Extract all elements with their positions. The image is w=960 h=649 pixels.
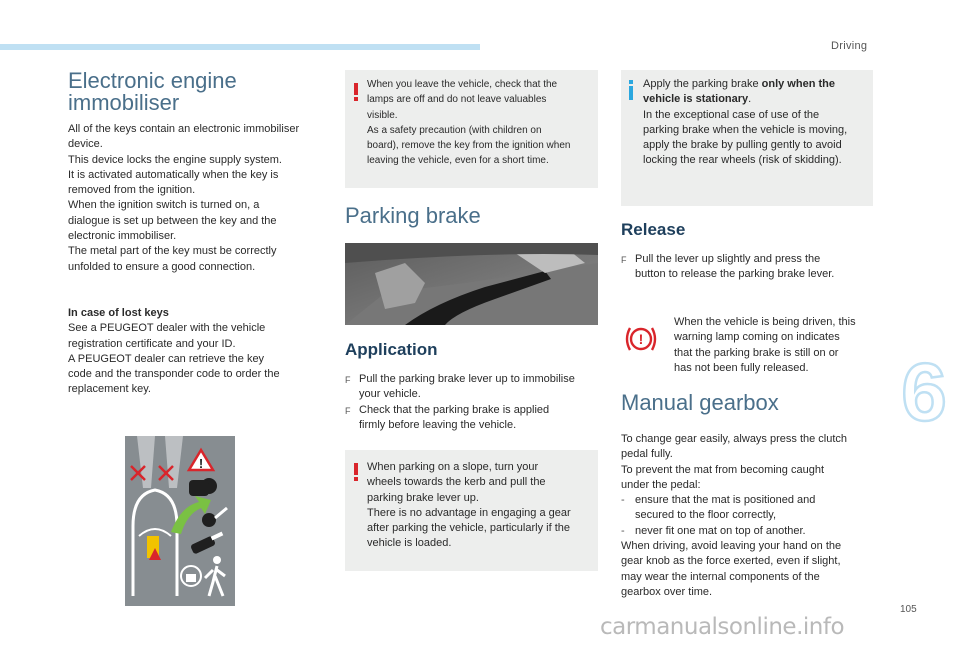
release-step: F Pull the lever up slightly and press the button to release the parking brake lever. <box>621 253 835 281</box>
application-title: Application <box>345 340 438 359</box>
brake-lamp-description: When the vehicle is being driven, this warning lamp coming on indicates that the parking brake is still on or has not been fully released. <box>674 316 856 374</box>
pedestrian-icon <box>213 556 221 564</box>
slope-warning-box <box>345 450 598 571</box>
parking-brake-title: Parking brake <box>345 203 481 228</box>
release-title: Release <box>621 220 686 239</box>
exclamation-warning-icon <box>353 463 359 481</box>
parking-brake-info-box <box>621 70 873 206</box>
manual-gearbox-body: To change gear easily, always press the clutch pedal fully. To prevent the mat from becoming caught under the pedal: - ensure that the mat is positioned and secured to the floor correctly, - never fit one mat on top of another. When driving, avoid leaving your hand on the gear knob as the force exerted, even if slight, may wear the internal components of the gearbox over time. <box>621 433 848 598</box>
parking-brake-photo <box>345 243 598 325</box>
manual-gearbox-title: Manual gearbox <box>621 390 779 415</box>
immobiliser-title: Electronic engine immobiliser <box>68 68 237 115</box>
svg-text:!: ! <box>198 456 204 471</box>
leave-vehicle-warning-box <box>345 70 598 188</box>
top-accent-bar <box>0 44 480 50</box>
chapter-title: Driving <box>831 40 868 52</box>
watermark: carmanualsonline.info <box>600 614 845 640</box>
svg-text:!: ! <box>638 331 644 347</box>
lost-keys-section: In case of lost keys See a PEUGEOT dealer with the vehicle registration certificate and your ID. A PEUGEOT dealer can retrieve the key code and the transponder code to order the replacement key. <box>68 307 280 396</box>
gearbox-list-item: - never fit one mat on top of another. <box>621 524 806 537</box>
exclamation-warning-icon <box>353 83 359 101</box>
immobiliser-body: All of the keys contain an electronic immobiliser device. This device locks the engine supply system. It is activated automatically when the key is removed from the ignition. When the ignition switch is turned on, a dialogue is set up between the key and the electronic immobiliser. The metal part of the key must be correctly unfolded to ensure a good connection. <box>68 123 300 273</box>
page-number: 105 <box>900 604 917 615</box>
slope-warning-text: When parking on a slope, turn your wheels towards the kerb and pull the parking brake lever up. There is no advantage in engaging a gear after parking the vehicle, particularly if the vehicle is loaded. <box>367 461 571 550</box>
leave-vehicle-warning-text: When you leave the vehicle, check that the lamps are off and do not leave valuables visible. As a safety precaution (with children on board), remove the key from the ignition when leaving the vehicle, even for a short time. <box>367 79 571 167</box>
svg-text:6: 6 <box>901 347 947 438</box>
application-step: F Pull the parking brake lever up to immobilise your vehicle. <box>345 373 575 401</box>
gearbox-list-item: - ensure that the mat is positioned and secured to the floor correctly, <box>621 494 816 522</box>
parking-brake-info-text: Apply the parking brake only when the vehicle is stationary. In the exceptional case of use of the parking brake when the vehicle is moving, apply the brake by pulling gently to avoid locking the rear wheels (risk of skidding). <box>643 78 848 167</box>
chapter-number <box>899 338 949 448</box>
application-steps <box>345 372 575 433</box>
immobiliser-illustration <box>125 436 235 606</box>
brake-warning-lamp-icon <box>624 325 658 353</box>
lost-keys-heading: In case of lost keys <box>68 307 169 319</box>
application-step: F Check that the parking brake is applied firmly before leaving the vehicle. <box>345 403 550 431</box>
info-icon <box>627 80 635 100</box>
